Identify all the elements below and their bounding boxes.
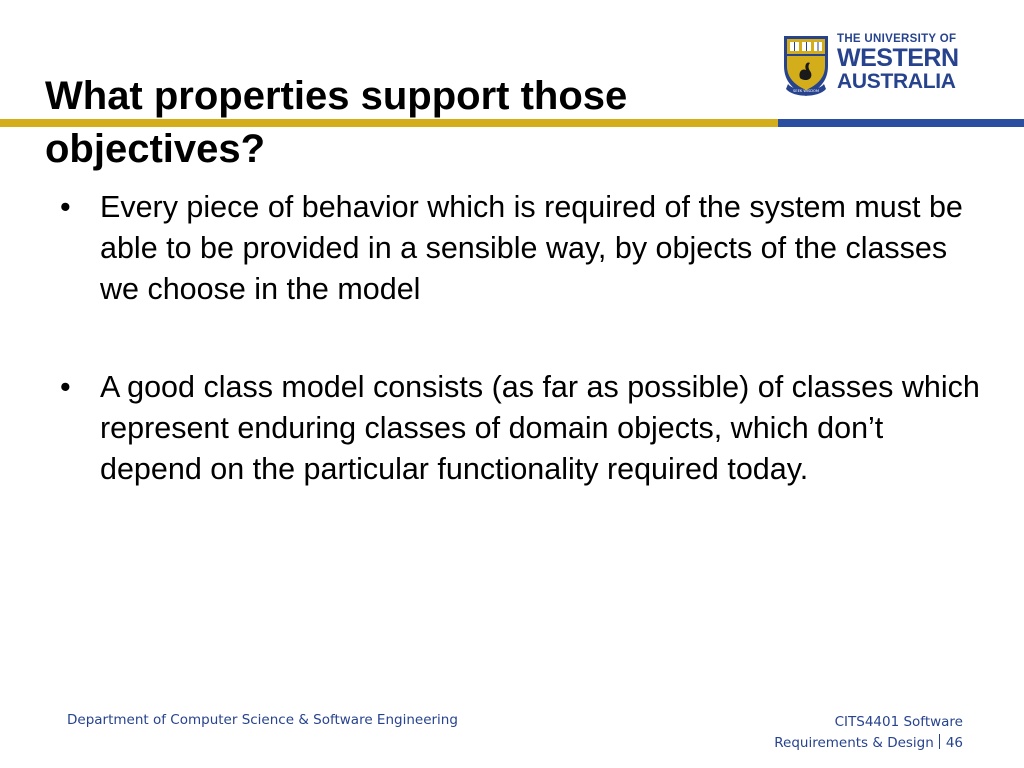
slide-title: What properties support those objectives?	[45, 74, 628, 171]
bullet-list	[60, 187, 980, 490]
logo-line-3: AUSTRALIA	[837, 70, 956, 93]
footer-course-name: Requirements & Design	[774, 735, 934, 751]
logo-line-2: WESTERN	[837, 44, 959, 72]
footer-department: Department of Computer Science & Software Engineering	[67, 712, 458, 728]
logo-line-1: THE UNIVERSITY OF	[837, 33, 957, 45]
bullet-item	[60, 187, 980, 310]
bullet-item	[60, 367, 980, 490]
bullet-marker: •	[60, 370, 71, 404]
title-divider-gold	[0, 119, 778, 127]
footer-course-line-1: CITS4401 Software	[834, 714, 963, 730]
page-number: 46	[945, 735, 963, 751]
university-logo	[780, 30, 970, 100]
footer-separator	[939, 734, 940, 749]
uwa-crest-icon	[780, 32, 832, 98]
bullet-marker: •	[60, 190, 71, 224]
footer-course-line-2	[774, 733, 963, 754]
bullet-text: A good class model consists (as far as possible) of classes which represent enduring classes of domain objects, which don’t depend on the particular functionality required today.	[100, 370, 980, 486]
title-divider-blue	[778, 119, 1024, 127]
bullet-text: Every piece of behavior which is required of the system must be able to be provided in a sensible way, by objects of the classes we choose in the model	[100, 190, 963, 306]
footer-course	[774, 712, 963, 754]
crest-motto: SEEK WISDOM	[793, 89, 819, 93]
university-wordmark	[837, 32, 967, 93]
